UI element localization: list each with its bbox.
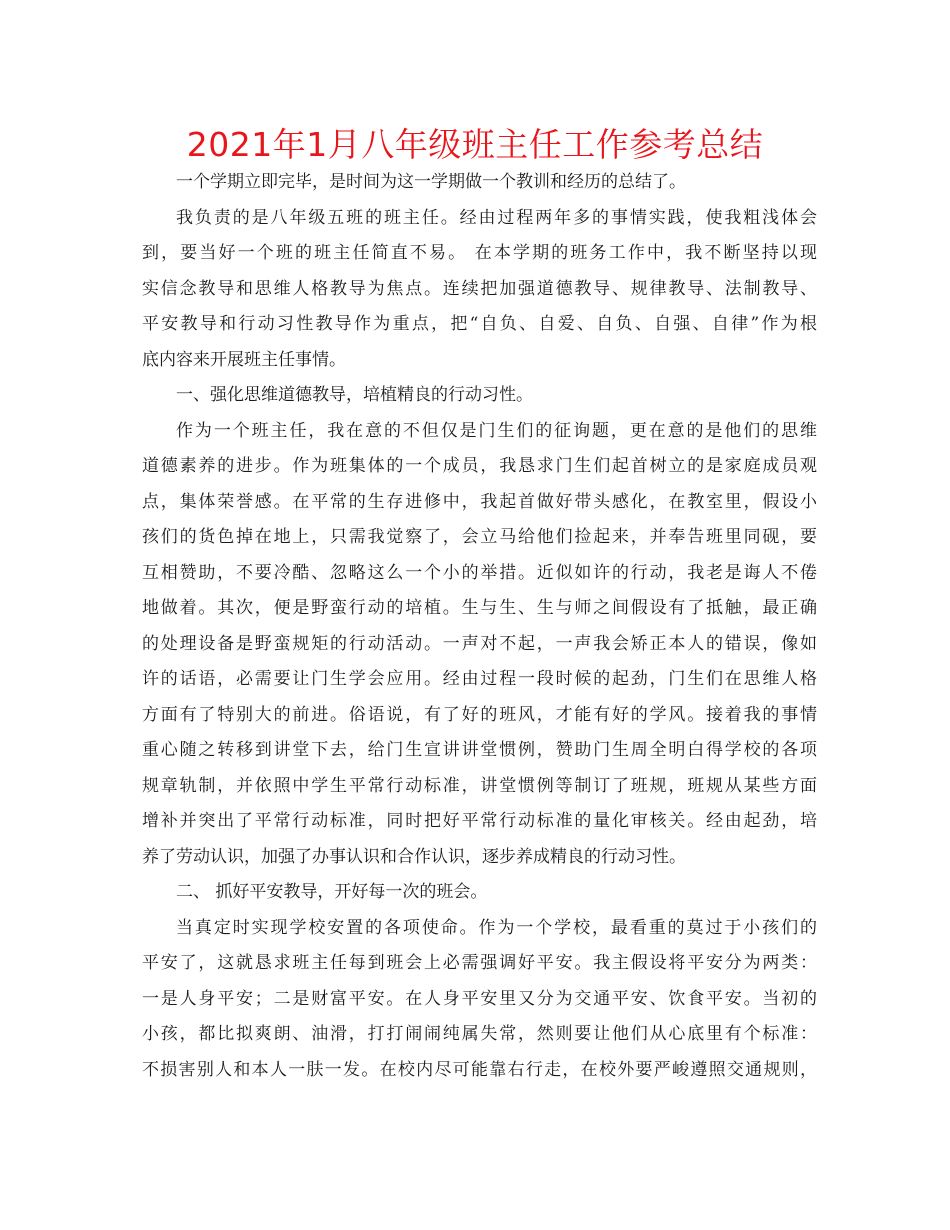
paragraph-line: 地做着。其次，便是野蛮行动的培植。生与生、生与师之间假设有了抵触，最正确 xyxy=(142,598,817,618)
paragraph-line: 作为一个班主任，我在意的不但仅是门生们的征询题，更在意的是他们的思维 xyxy=(176,420,817,441)
paragraph-line: 道德素养的进步。作为班集体的一个成员，我恳求门生们起首树立的是家庭成员观 xyxy=(142,456,817,476)
paragraph-line: 平安教导和行动习性教导作为重点，把“自负、自爱、自负、自强、自律”作为根 xyxy=(142,314,817,334)
paragraph-line: 实信念教导和思维人格教导为焦点。连续把加强道德教导、规律教导、法制教导、 xyxy=(142,278,817,299)
paragraph-line: 方面有了特别大的前进。俗语说，有了好的班风，才能有好的学风。接着我的事情 xyxy=(142,704,817,725)
paragraph-line: 规章轨制，并依照中学生平常行动标准，讲堂惯例等制订了班规，班规从某些方面 xyxy=(142,775,817,796)
paragraph-line: 底内容来开展班主任事情。 xyxy=(142,349,346,370)
section-heading: 二、 抓好平安教导，开好每一次的班会。 xyxy=(176,882,488,902)
paragraph-line: 我负责的是八年级五班的班主任。经由过程两年多的事情实践，使我粗浅体会 xyxy=(176,207,817,228)
section-heading: 一、强化思维道德教导，培植精良的行动习性。 xyxy=(176,385,533,405)
document-body xyxy=(142,165,817,1088)
paragraph-line: 养了劳动认识，加强了办事认识和合作认识，逐步养成精良的行动习性。 xyxy=(142,846,686,867)
paragraph-line: 的处理设备是野蛮规矩的行动活动。一声对不起，一声我会矫正本人的错误，像如 xyxy=(142,633,817,654)
paragraph-line: 一是人身平安；二是财富平安。在人身平安里又分为交通平安、饮食平安。当初的 xyxy=(142,988,817,1009)
paragraph-line: 不损害别人和本人一肤一发。在校内尽可能靠右行走，在校外要严峻遵照交通规则， xyxy=(142,1059,817,1080)
paragraph-line: 许的话语，必需要让门生学会应用。经由过程一段时候的起劲，门生们在思维人格 xyxy=(142,669,817,689)
document-title: 2021年1月八年级班主任工作参考总结 xyxy=(186,125,764,164)
paragraph-line: 到，要当好一个班的班主任简直不易。 在本学期的班务工作中，我不断坚持以现 xyxy=(142,243,817,263)
paragraph-line: 增补并突出了平常行动标准，同时把好平常行动标准的量化审核关。经由起劲，培 xyxy=(142,811,817,831)
paragraph-line: 孩们的货色掉在地上，只需我觉察了，会立马给他们捡起来，并奉告班里同砚，要 xyxy=(142,527,817,547)
paragraph-line: 平安了，这就恳求班主任每到班会上必需强调好平安。我主假设将平安分为两类： xyxy=(142,953,817,973)
paragraph-line: 重心随之转移到讲堂下去，给门生宣讲讲堂惯例，赞助门生周全明白得学校的各项 xyxy=(142,740,817,760)
paragraph-line: 当真定时实现学校安置的各项使命。作为一个学校，最看重的莫过于小孩们的 xyxy=(176,917,817,938)
paragraph-line: 一个学期立即完毕，是时间为这一学期做一个教训和经历的总结了。 xyxy=(176,172,686,192)
paragraph-line: 点，集体荣誉感。在平常的生存进修中，我起首做好带头感化，在教室里，假设小 xyxy=(142,491,817,512)
paragraph-line: 互相赞助，不要冷酷、忽略这么一个小的举措。近似如许的行动，我老是诲人不倦 xyxy=(142,562,817,583)
paragraph-line: 小孩，都比拟爽朗、油滑，打打闹闹纯属失常，然则要让他们从心底里有个标准： xyxy=(142,1024,817,1044)
